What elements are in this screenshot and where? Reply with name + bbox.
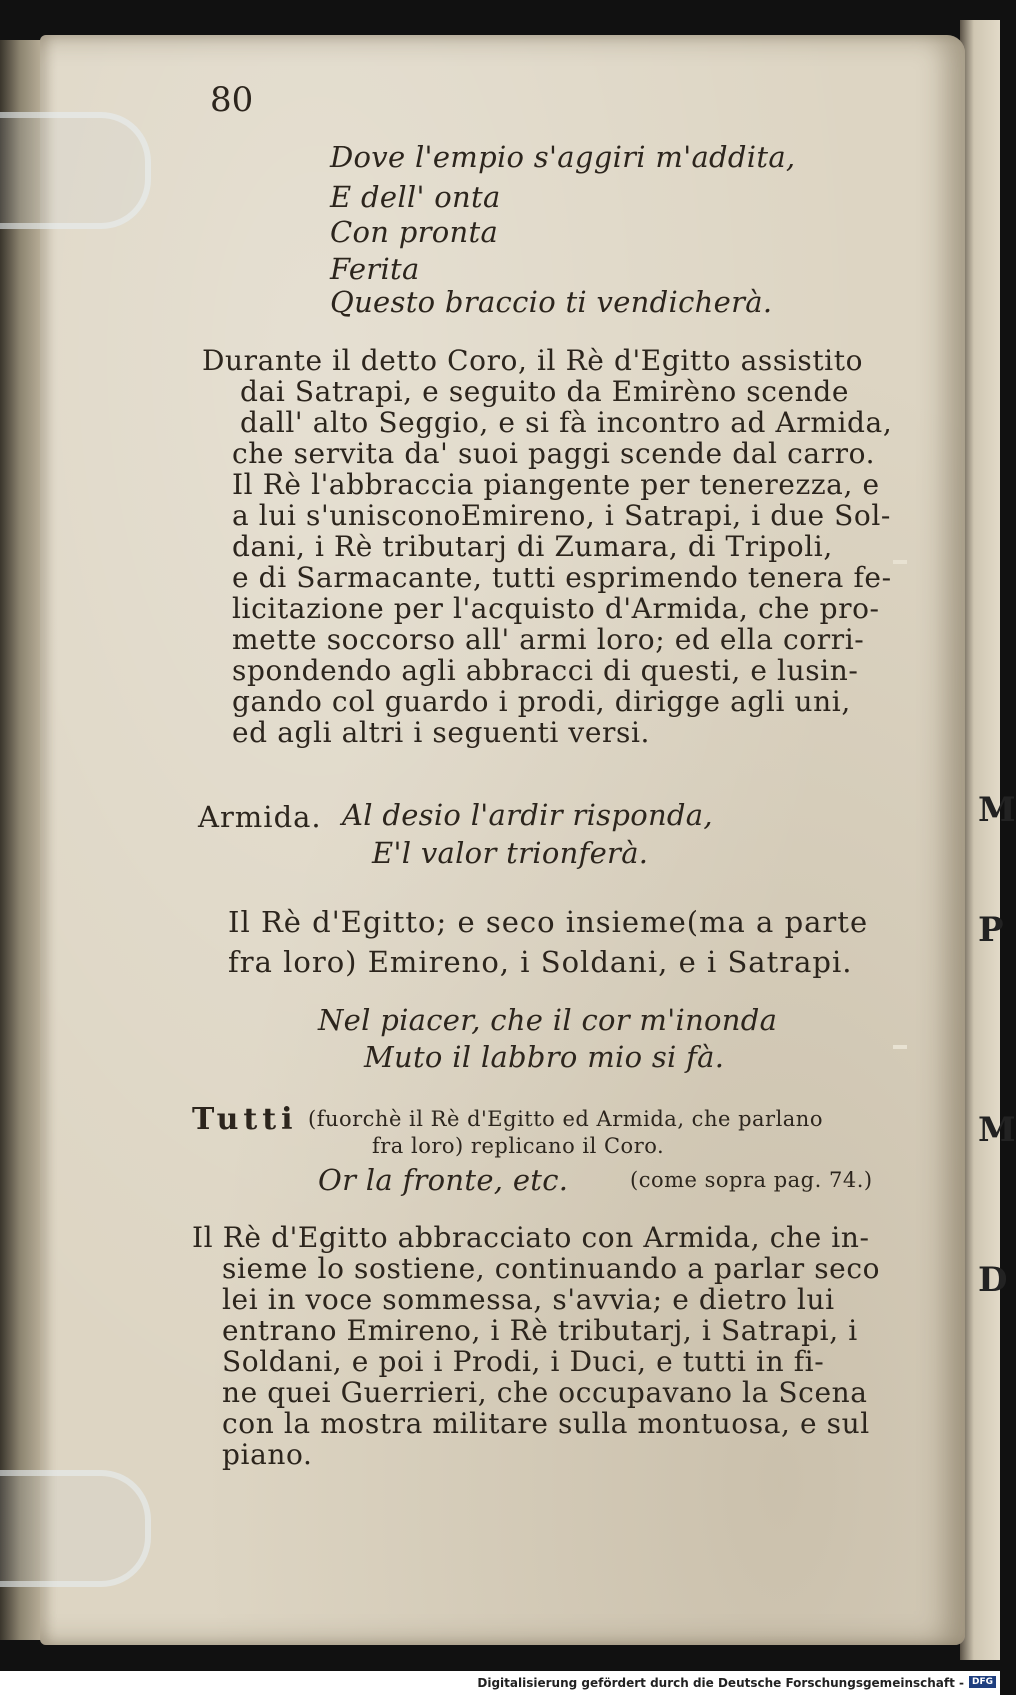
next-page-edge bbox=[960, 20, 1016, 1660]
page-clip-bottom bbox=[0, 1470, 151, 1587]
stage-direction-line: gando col guardo i prodi, dirigge agli uni, bbox=[232, 685, 851, 718]
next-page-glyph: P bbox=[978, 910, 1004, 950]
stage-direction-line: a lui s'unisconoEmireno, i Satrapi, i due Sol- bbox=[232, 499, 891, 532]
stage-direction-line: Il Rè d'Egitto abbracciato con Armida, che in- bbox=[192, 1221, 870, 1254]
stage-direction-line: dall' alto Seggio, e si fà incontro ad Armida, bbox=[240, 406, 893, 439]
footer-credit: Digitalisierung gefördert durch die Deutsche Forschungsgemeinschaft - bbox=[477, 1676, 964, 1690]
verse-line: Dove l'empio s'aggiri m'addita, bbox=[330, 140, 796, 174]
stage-direction-line: piano. bbox=[222, 1438, 313, 1471]
next-page-glyph: M bbox=[978, 1110, 1016, 1150]
stage-direction-line: Il Rè l'abbraccia piangente per tenerezza, e bbox=[232, 468, 880, 501]
speaker-tutti: Tutti bbox=[192, 1102, 298, 1137]
stage-direction-line: e di Sarmacante, tutti esprimendo tenera fe- bbox=[232, 561, 892, 594]
armida-verse-line: Al desio l'ardir risponda, bbox=[342, 798, 713, 832]
king-heading-line: Il Rè d'Egitto; e seco insieme(ma a parte bbox=[228, 905, 869, 939]
speaker-armida: Armida. bbox=[198, 800, 322, 834]
next-page-glyph: M bbox=[978, 790, 1016, 830]
armida-verse-line: E'l valor trionferà. bbox=[372, 836, 649, 870]
stage-direction-line: Durante il detto Coro, il Rè d'Egitto assistito bbox=[202, 344, 864, 377]
verse-line: Con pronta bbox=[330, 215, 499, 249]
stage-direction-line: lei in voce sommessa, s'avvia; e dietro lui bbox=[222, 1283, 835, 1316]
king-verse-line: Nel piacer, che il cor m'inonda bbox=[318, 1003, 778, 1037]
stage-direction-line: spondendo agli abbracci di questi, e lusin- bbox=[232, 654, 859, 687]
page-number: 80 bbox=[210, 80, 254, 120]
tutti-note: fra loro) replicano il Coro. bbox=[372, 1134, 665, 1158]
stage-direction-line: mette soccorso all' armi loro; ed ella corri- bbox=[232, 623, 865, 656]
stage-direction-line: entrano Emireno, i Rè tributarj, i Satrapi, i bbox=[222, 1314, 858, 1347]
verse-line: Questo braccio ti vendicherà. bbox=[330, 285, 773, 319]
dfg-logo: DFG bbox=[969, 1676, 996, 1688]
tutti-verse: Or la fronte, etc. bbox=[318, 1163, 569, 1197]
king-verse-line: Muto il labbro mio si fà. bbox=[364, 1040, 725, 1074]
footer-bar bbox=[0, 1671, 1000, 1695]
binding-thread bbox=[893, 560, 907, 564]
stage-direction-line: Soldani, e poi i Prodi, i Duci, e tutti in fi- bbox=[222, 1345, 825, 1378]
stage-direction-line: che servita da' suoi paggi scende dal carro. bbox=[232, 437, 876, 470]
stage-direction-line: con la mostra militare sulla montuosa, e sul bbox=[222, 1407, 870, 1440]
page-reference: (come sopra pag. 74.) bbox=[630, 1168, 873, 1192]
binding-thread bbox=[893, 1045, 907, 1049]
stage-direction-line: licitazione per l'acquisto d'Armida, che pro- bbox=[232, 592, 880, 625]
stage-direction-line: ne quei Guerrieri, che occupavano la Scena bbox=[222, 1376, 868, 1409]
stage-direction-line: sieme lo sostiene, continuando a parlar seco bbox=[222, 1252, 881, 1285]
tutti-note: (fuorchè il Rè d'Egitto ed Armida, che parlano bbox=[308, 1107, 823, 1131]
verse-line: Ferita bbox=[330, 252, 420, 286]
verse-line: E dell' onta bbox=[330, 180, 501, 214]
page-clip-top bbox=[0, 112, 151, 229]
stage-direction-line: dai Satrapi, e seguito da Emirèno scende bbox=[240, 375, 850, 408]
next-page-glyph: D bbox=[978, 1260, 1008, 1300]
stage-direction-line: ed agli altri i seguenti versi. bbox=[232, 716, 651, 749]
king-heading-line: fra loro) Emireno, i Soldani, e i Satrapi. bbox=[228, 945, 853, 979]
stage-direction-line: dani, i Rè tributarj di Zumara, di Tripoli, bbox=[232, 530, 833, 563]
